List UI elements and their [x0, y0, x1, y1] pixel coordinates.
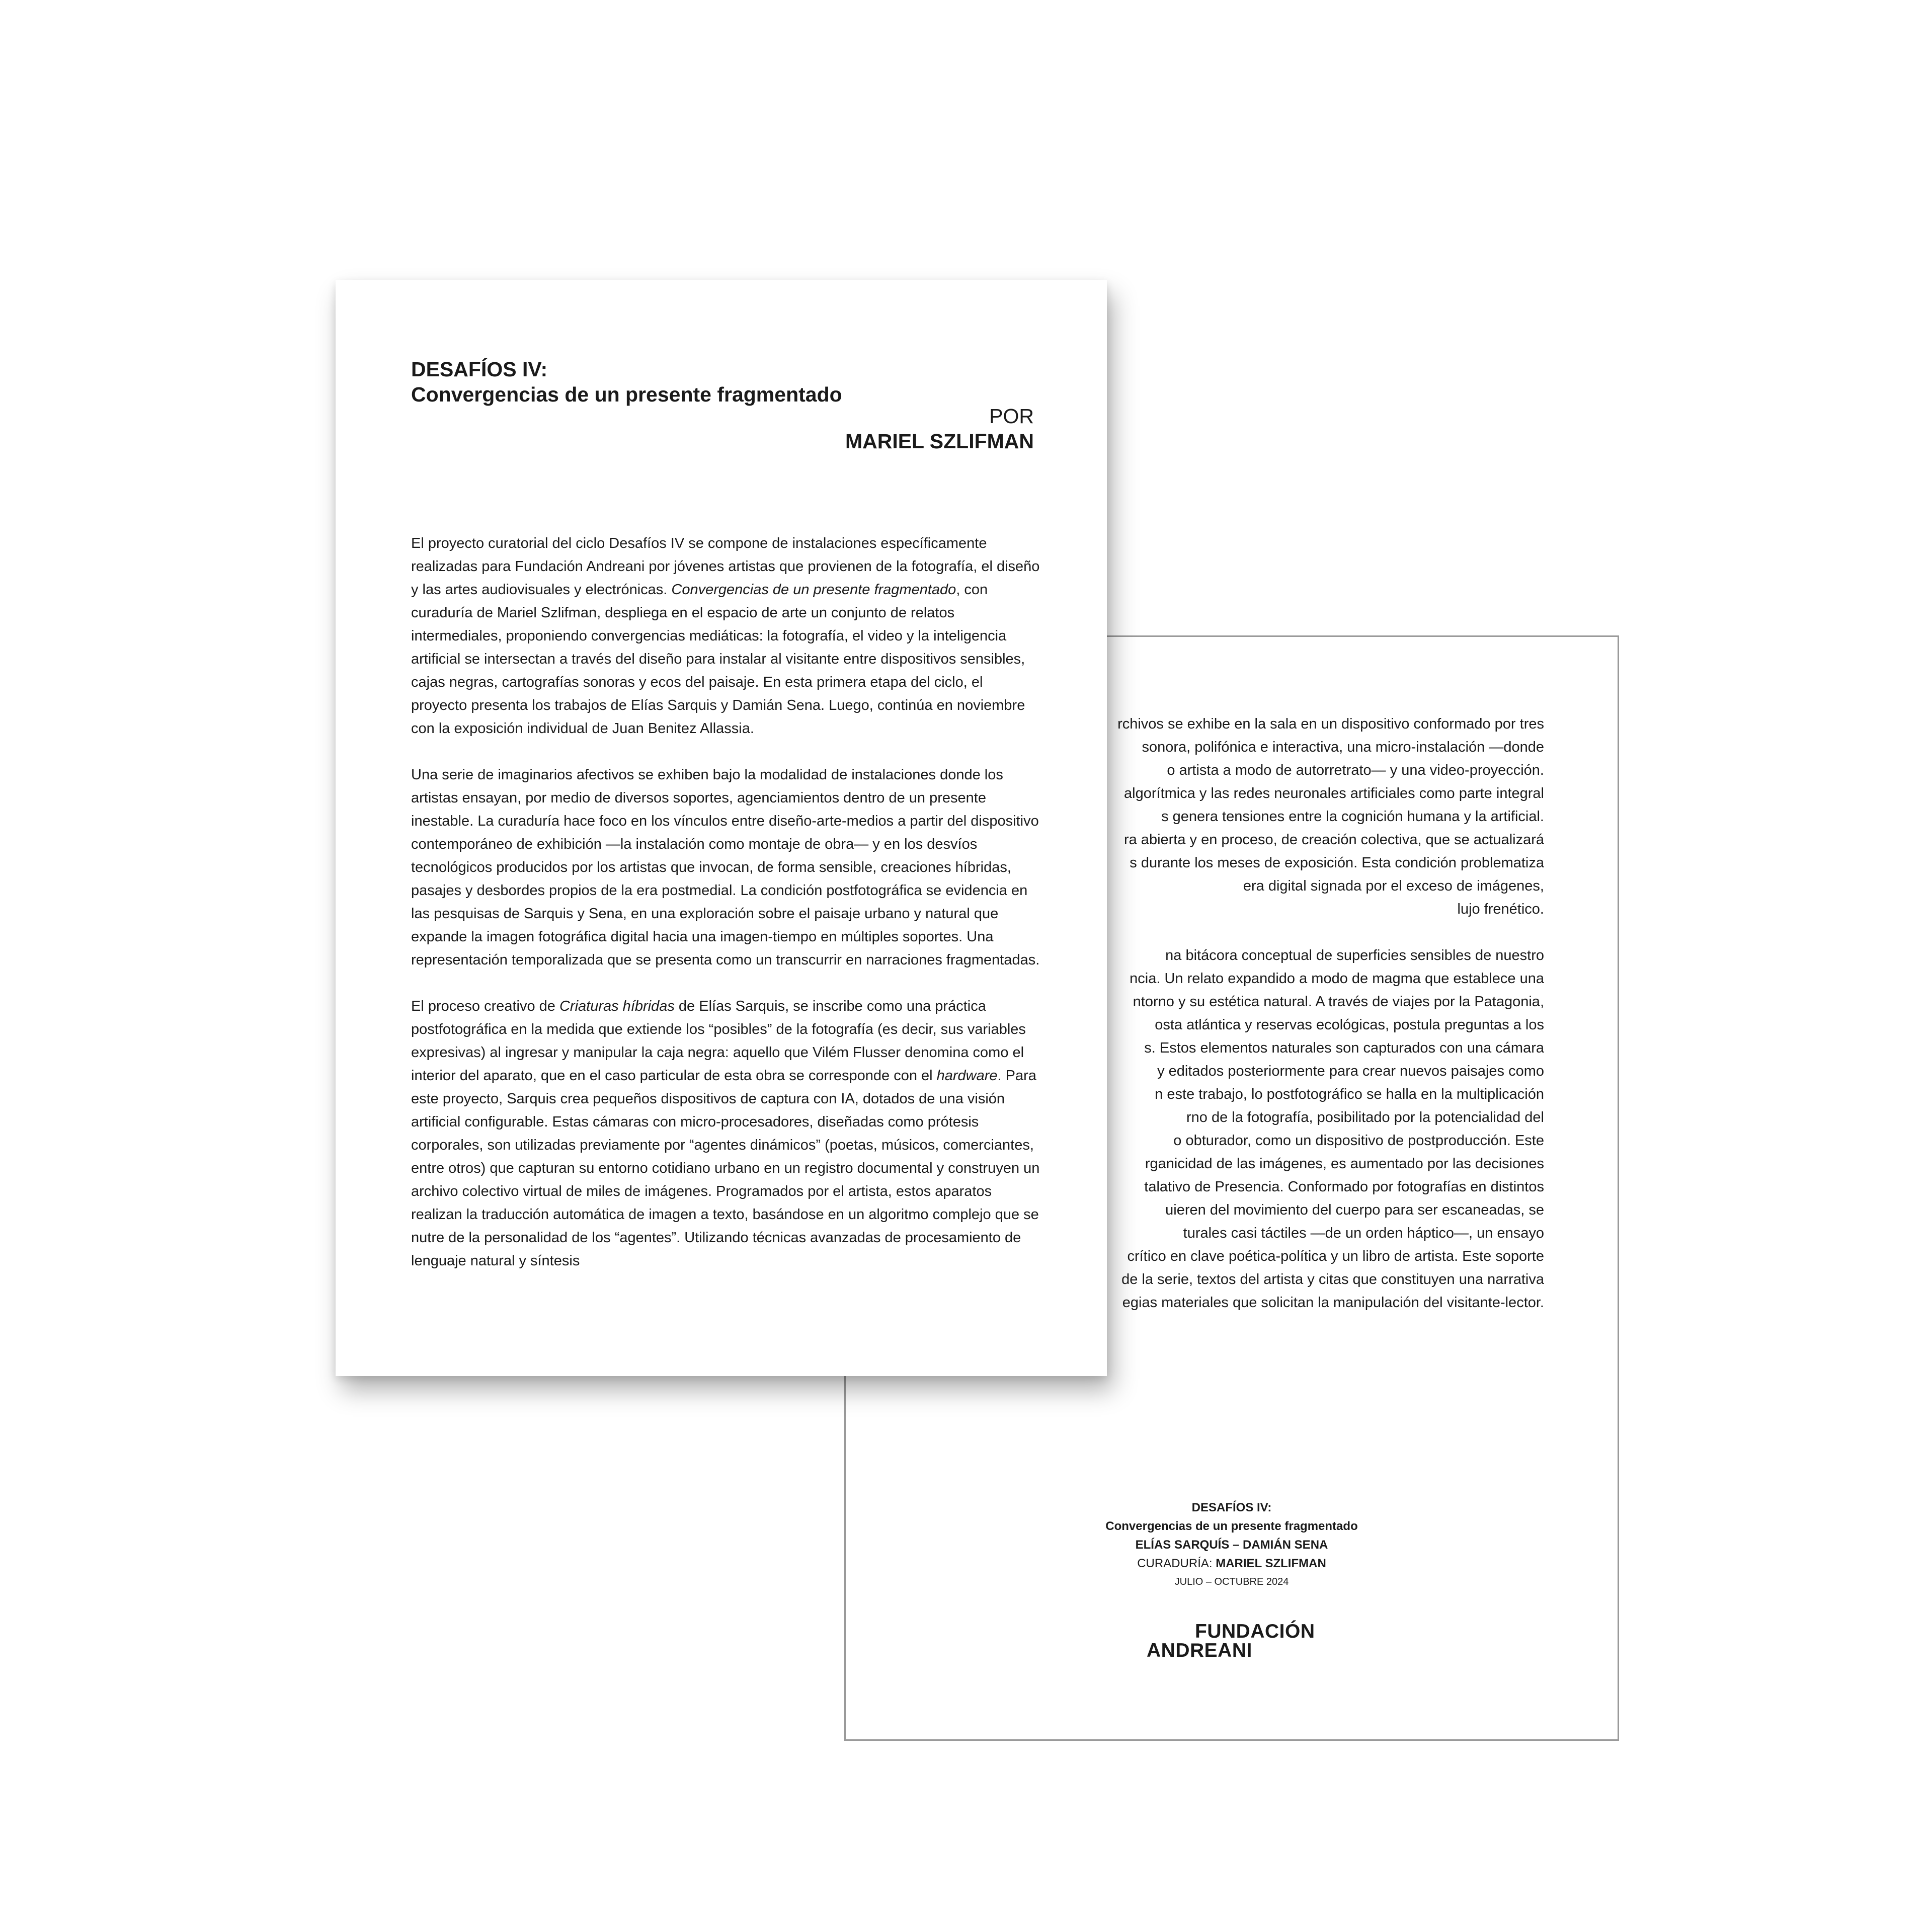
- back-text-line: era digital signada por el exceso de imágenes,: [1243, 878, 1544, 894]
- colophon-curation-label: CURADURÍA:: [1137, 1557, 1216, 1570]
- back-text-line: rganicidad de las imágenes, es aumentado por las decisiones: [1145, 1156, 1544, 1172]
- paragraph-1: [411, 532, 1040, 740]
- byline-author: MARIEL SZLIFMAN: [845, 430, 1034, 453]
- back-text-line: sonora, polifónica e interactiva, una micro-instalación —donde: [1142, 739, 1544, 755]
- back-text-line: o obturador, como un dispositivo de postproducción. Este: [1173, 1133, 1544, 1149]
- logo-line2: ANDREANI: [1147, 1640, 1252, 1661]
- paragraph-2: Una serie de imaginarios afectivos se exhiben bajo la modalidad de instalaciones donde los artistas ensayan, por medio de diversos soportes, agenciamientos dentro de un presente inestable. La curaduría hace foco en los vínculos entre diseño-arte-medios a partir del dispositivo contemporáneo de exhibición —la instalación como montaje de obra— y en los desvíos tecnológicos producidos por los artistas que invocan, de forma sensible, creaciones híbridas, pasajes y desbordes propios de la era postmedial. La condición postfotográfica se evidencia en las pesquisas de Sarquis y Sena, en una exploración sobre el paisaje urbano y natural que expande la imagen fotográfica digital hacia una imagen-tiempo en múltiples soportes. Una representación temporalizada que se presenta como un transcurrir en narraciones fragmentadas.: [411, 767, 1040, 968]
- back-text-line: s. Estos elementos naturales son capturados con una cámara: [1144, 1040, 1544, 1056]
- back-text-line: osta atlántica y reservas ecológicas, postula preguntas a los: [1155, 1017, 1544, 1033]
- back-text-line: ntorno y su estética natural. A través de viajes por la Patagonia,: [1133, 994, 1544, 1010]
- colophon-dates: JULIO – OCTUBRE 2024: [1174, 1576, 1289, 1587]
- fundacion-andreani-logo: [1147, 1622, 1315, 1660]
- back-text-line: turales casi táctiles —de un orden háptico—, un ensayo: [1183, 1225, 1544, 1241]
- logo-line1: FUNDACIÓN: [1195, 1621, 1315, 1642]
- byline-label: POR: [989, 405, 1034, 428]
- back-text-line: n este trabajo, lo postfotográfico se halla en la multiplicación: [1155, 1086, 1544, 1102]
- paragraph-3-text-b: de Elías Sarquis, se inscribe como una práctica postfotográfica en la medida que extiende los “posibles” de la fotografía (es decir, sus variables expresivas) al ingresar y manipular la caja negra: aquello que Vilém Flusser denomina como el interior del aparato, que en el caso particular de esta obra se corresponde con el: [411, 998, 1026, 1084]
- paragraph-1-text-a: El proyecto curatorial del ciclo Desafíos IV se compone de instalaciones específicamente realizadas para Fundación Andreani por jóvenes artistas que provienen de la fotografía, el diseño y las artes audiovisuales y electrónicas.: [411, 535, 1040, 598]
- back-text-line: s genera tensiones entre la cognición humana y la artificial.: [1161, 809, 1544, 825]
- paragraph-3-text-c: . Para este proyecto, Sarquis crea pequeños dispositivos de captura con IA, dotados de una visión artificial configurable. Estas cámaras con micro-procesadores, diseñadas como prótesis corporales, son utilizadas previamente por “agentes dinámicos” (poetas, músicos, comerciantes, entre otros) que capturan su entorno cotidiano urbano en un registro documental y construyen un archivo colectivo virtual de miles de imágenes. Programados por el artista, estos aparatos realizan la traducción automática de imagen a texto, basándose en un algoritmo complejo que se nutre de la personalidad de los “agentes”. Utilizando técnicas avanzadas de procesamiento de lenguaje natural y síntesis: [411, 1068, 1040, 1269]
- back-text-line: egias materiales que solicitan la manipulación del visitante-lector.: [1122, 1295, 1544, 1311]
- colophon-artists: ELÍAS SARQUÍS – DAMIÁN SENA: [1135, 1538, 1328, 1552]
- front-page: [336, 280, 1107, 1376]
- colophon-curation: [846, 1554, 1618, 1573]
- byline: [845, 404, 1034, 454]
- back-text-line: crítico en clave poética-política y un libro de artista. Este soporte: [1127, 1248, 1544, 1264]
- paragraph-1-italic: Convergencias de un presente fragmentado: [671, 582, 956, 598]
- back-text-line: na bitácora conceptual de superficies sensibles de nuestro: [1165, 947, 1544, 963]
- back-text-line: talativo de Presencia. Conformado por fotografías en distintos: [1144, 1179, 1544, 1195]
- back-text-line: rchivos se exhibe en la sala en un dispositivo conformado por tres: [1117, 716, 1544, 732]
- back-text-line: lujo frenético.: [1457, 901, 1544, 917]
- paragraph-3-italic-1: Criaturas híbridas: [559, 998, 675, 1014]
- colophon-title-line2: Convergencias de un presente fragmentado: [1105, 1519, 1358, 1533]
- back-text-line: ncia. Un relato expandido a modo de magma que establece una: [1130, 971, 1544, 987]
- title-line2: Convergencias de un presente fragmentado: [411, 383, 842, 406]
- back-text-line: y editados posteriormente para crear nuevos paisajes como: [1157, 1063, 1544, 1079]
- back-text-line: de la serie, textos del artista y citas que constituyen una narrativa: [1121, 1271, 1544, 1287]
- back-text-line: o artista a modo de autorretrato— y una video-proyección.: [1167, 762, 1544, 778]
- title-line1: DESAFÍOS IV:: [411, 358, 548, 381]
- back-text-line: uieren del movimiento del cuerpo para ser escaneadas, se: [1165, 1202, 1544, 1218]
- colophon-curator: MARIEL SZLIFMAN: [1216, 1557, 1326, 1570]
- paragraph-3-text-a: El proceso creativo de: [411, 998, 559, 1014]
- front-page-body: [411, 532, 1040, 1296]
- colophon: [846, 1498, 1618, 1591]
- back-text-line: ra abierta y en proceso, de creación colectiva, que se actualizará: [1123, 832, 1544, 848]
- paragraph-3-italic-2: hardware: [936, 1068, 998, 1084]
- paragraph-1-text-b: , con curaduría de Mariel Szlifman, despliega en el espacio de arte un conjunto de relatos intermediales, proponiendo convergencias mediáticas: la fotografía, el video y la inteligencia artificial se intersectan a través del diseño para instalar al visitante entre dispositivos sensibles, cajas negras, cartografías sonoras y ecos del paisaje. En esta primera etapa del ciclo, el proyecto presenta los trabajos de Elías Sarquis y Damián Sena. Luego, continúa en noviembre con la exposición individual de Juan Benitez Allassia.: [411, 582, 1025, 737]
- back-text-line: rno de la fotografía, posibilitado por la potencialidad del: [1186, 1109, 1544, 1125]
- back-text-line: s durante los meses de exposición. Esta condición problematiza: [1130, 855, 1544, 871]
- paragraph-3: [411, 995, 1040, 1272]
- document-title: [411, 357, 842, 407]
- back-text-line: algorítmica y las redes neuronales artificiales como parte integral: [1124, 785, 1544, 801]
- colophon-title-line1: DESAFÍOS IV:: [1191, 1501, 1272, 1514]
